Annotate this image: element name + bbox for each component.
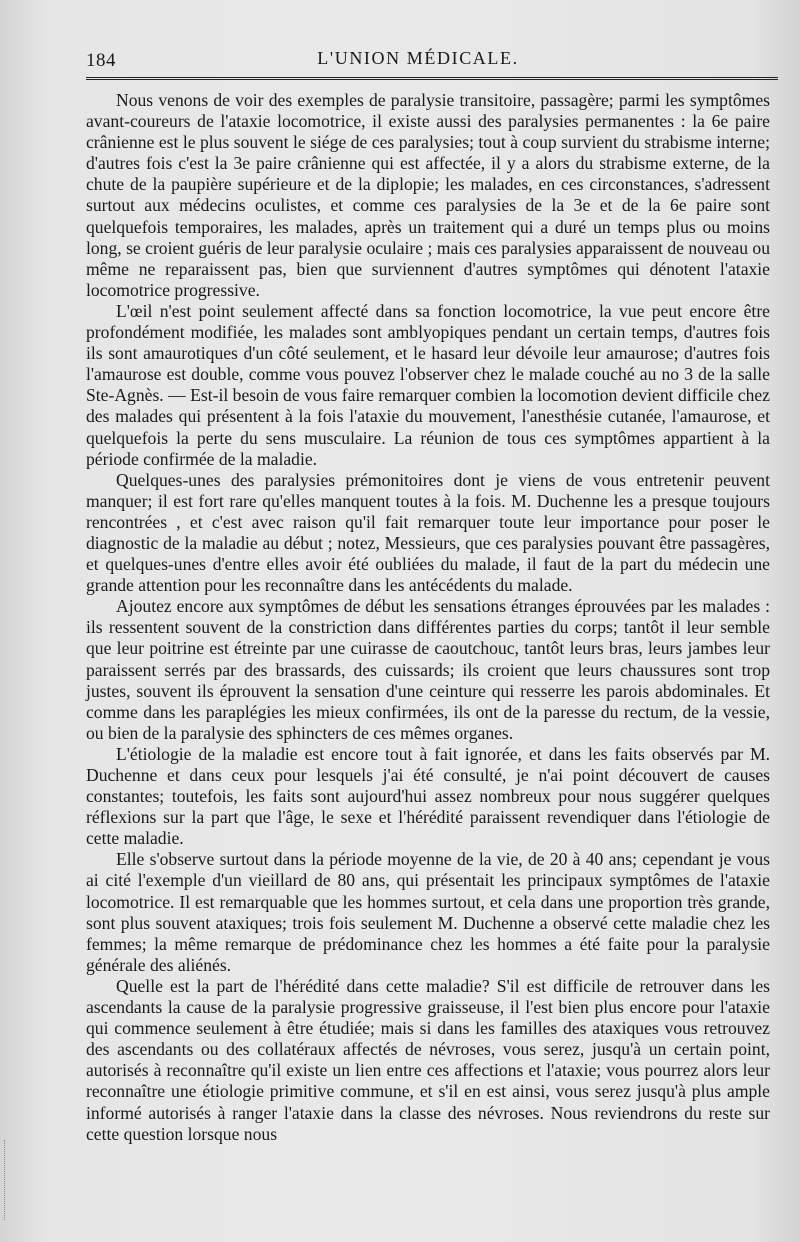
paragraph: Quelques-unes des paralysies prémonitoires dont je viens de vous entretenir peuvent manquer; il est fort rare qu'elles manquent toutes à la fois. M. Duchenne les a presque toujours rencontrées , et c'est avec raison qu'il fait remarquer toute leur importance pour poser le diagnostic de la maladie au début ; notez, Messieurs, que ces paralysies pouvant être passagères, et quelques-unes d'entre elles avoir été oubliées du malade, il faut de la part du médecin une grande attention pour les reconnaître dans les antécédents du malade. <box>86 469 770 596</box>
paragraph: Elle s'observe surtout dans la période moyenne de la vie, de 20 à 40 ans; cependant je vous ai cité l'exemple d'un vieillard de 80 ans, qui présentait les principaux symptômes de l'ataxie locomotrice. Il est remarquable que les hommes surtout, et cela dans une proportion très grande, sont plus souvent ataxiques; trois fois seulement M. Duchenne a observé cette maladie chez les femmes; la même remarque de prédominance chez les hommes a été faite pour la paralysie générale des aliénés. <box>86 849 770 975</box>
paragraph: Nous venons de voir des exemples de paralysie transitoire, passagère; parmi les symptômes avant-coureurs de l'ataxie locomotrice, il existe aussi des paralysies permanentes : la 6e paire crânienne est le plus souvent le siége de ces paralysies; tout à coup survient du strabisme interne; d'autres fois c'est la 3e paire crânienne qui est affectée, il y a alors du strabisme externe, de la chute de la paupière supérieure et de la diplopie; les malades, en ces circonstances, s'adressent surtout aux médecins oculistes, et comme ces paralysies de la 3e et de la 6e paire sont quelquefois temporaires, les malades, après un traitement qui a duré un temps plus ou moins long, se croient guéris de leur paralysie oculaire ; mais ces paralysies apparaissent de nouveau ou même ne reparaissent pas, bien que surviennent d'autres symptômes qui dénotent l'ataxie locomotrice progressive. <box>86 90 770 300</box>
page-header <box>86 44 750 72</box>
binding-margin-marks <box>4 1140 25 1220</box>
page-number: 184 <box>86 50 116 71</box>
paragraph: Ajoutez encore aux symptômes de début les sensations étranges éprouvées par les malades : ils ressentent souvent de la constriction dans différentes parties du corps; tantôt il leur semble que leur poitrine est étreinte par une cuirasse de caoutchouc, tantôt leurs bras, leurs jambes leur paraissent serrés par des brassards, des cuissards; ils croient que leurs chaussures sont trop justes, souvent ils éprouvent la sensation d'une ceinture qui resserre les parois abdominales. Et comme dans les paraplégies les mieux confirmées, ils ont de la paresse du rectum, de la vessie, ou bien de la paralysie des sphincters de ces mêmes organes. <box>86 596 770 743</box>
paragraph: L'œil n'est point seulement affecté dans sa fonction locomotrice, la vue peut encore être profondément modifiée, les malades sont amblyopiques pendant un certain temps, d'autres fois ils sont amaurotiques d'un côté seulement, et le hasard leur dévoile leur amaurose; d'autres fois l'amaurose est double, comme vous pouvez l'observer chez le malade couché au no 3 de la salle Ste-Agnès. — Est-il besoin de vous faire remarquer combien la locomotion devient difficile chez des malades qui présentent à la fois l'ataxie du mouvement, l'anesthésie cutanée, l'amaurose, et quelquefois la perte du sens musculaire. La réunion de tous ces symptômes appartient à la période confirmée de la maladie. <box>86 300 770 469</box>
running-head: L'UNION MÉDICALE. <box>317 48 519 68</box>
paragraph: Quelle est la part de l'hérédité dans cette maladie? S'il est difficile de retrouver dans les ascendants la cause de la paralysie progressive graisseuse, il l'est bien plus encore pour l'ataxie qui commence seulement à être étudiée; mais si dans les familles des ataxiques vous retrouvez des ascendants ou des collatéraux affectés de névroses, vous serez, jusqu'à un certain point, autorisés à reconnaître qu'il existe un lien entre ces affections et l'ataxie; vous pourrez alors leur reconnaître une étiologie primitive commune, et s'il en est ainsi, vous serez jusqu'à plus ample informé autorisés à ranger l'ataxie dans la classe des névroses. Nous reviendrons du reste sur cette question lorsque nous <box>86 975 770 1144</box>
paragraph: L'étiologie de la maladie est encore tout à fait ignorée, et dans les faits observés par M. Duchenne et dans ceux pour lesquels j'ai été consulté, je n'ai point découvert de causes constantes; toutefois, les faits sont aujourd'hui assez nombreux pour nous suggérer quelques réflexions sur la part que l'âge, le sexe et l'hérédité paraissent revendiquer dans l'étiologie de cette maladie. <box>86 743 770 849</box>
header-rule <box>86 77 778 82</box>
article-body <box>86 90 770 1145</box>
